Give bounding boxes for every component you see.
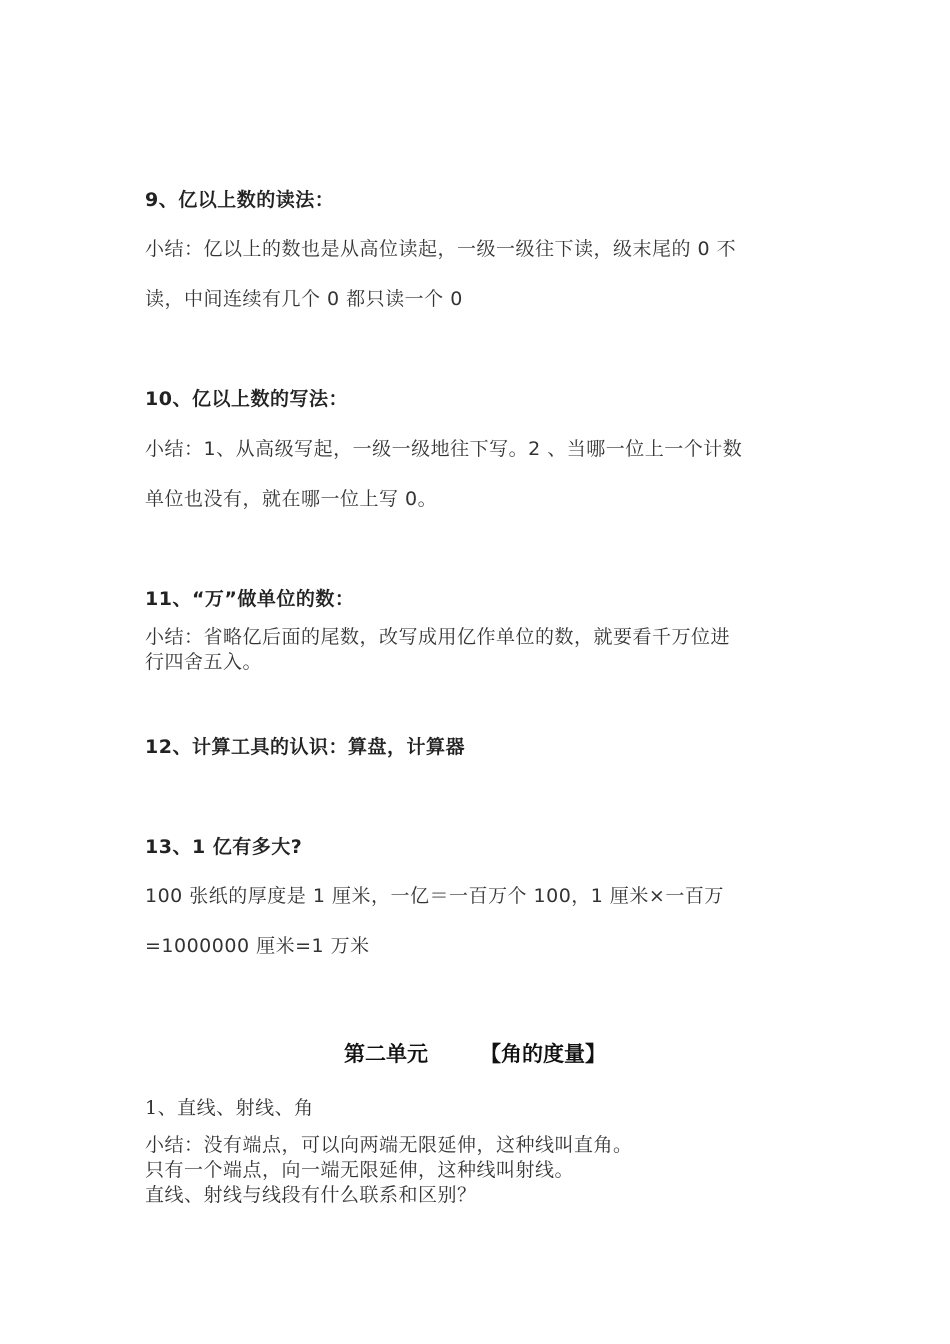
unit-2-summary-line-3: 直线、射线与线段有什么联系和区别？ [145,1184,477,1206]
section-10-summary-line-2: 单位也没有，就在哪一位上写 0。 [145,488,438,510]
section-9-heading: 9、亿以上数的读法： [145,189,335,211]
unit-2-summary-line-1: 小结：没有端点，可以向两端无限延伸，这种线叫直角。 [145,1134,633,1156]
section-9-summary-line-1: 小结：亿以上的数也是从高位读起，一级一级往下读，级末尾的 0 不 [145,238,737,260]
section-11-summary-line-1: 小结：省略亿后面的尾数，改写成用亿作单位的数，就要看千万位进 [145,626,731,648]
section-13-heading: 13、1 亿有多大? [145,836,303,858]
section-10-summary-line-1: 小结：1、从高级写起，一级一级地往下写。2 、当哪一位上一个计数 [145,438,743,460]
unit-2-title [0,1041,950,1067]
section-11-summary-line-2: 行四舍五入。 [145,651,263,673]
section-13-line-2: =1000000 厘米=1 万米 [145,935,370,957]
section-11-heading: 11、“万”做单位的数： [145,588,355,610]
section-10-heading: 10、亿以上数的写法： [145,388,348,410]
section-9-summary-line-2: 读，中间连续有几个 0 都只读一个 0 [145,288,463,310]
unit-2-summary-line-2: 只有一个端点，向一端无限延伸，这种线叫射线。 [145,1159,575,1181]
unit-2-title-name: 第二单元 [344,1042,428,1066]
section-12-heading: 12、计算工具的认识：算盘，计算器 [145,736,465,758]
section-13-line-1: 100 张纸的厚度是 1 厘米，一亿＝一百万个 100，1 厘米×一百万 [145,885,724,907]
unit-2-item-1: 1、直线、射线、角 [145,1097,314,1119]
unit-2-title-topic: 【角的度量】 [480,1042,606,1066]
